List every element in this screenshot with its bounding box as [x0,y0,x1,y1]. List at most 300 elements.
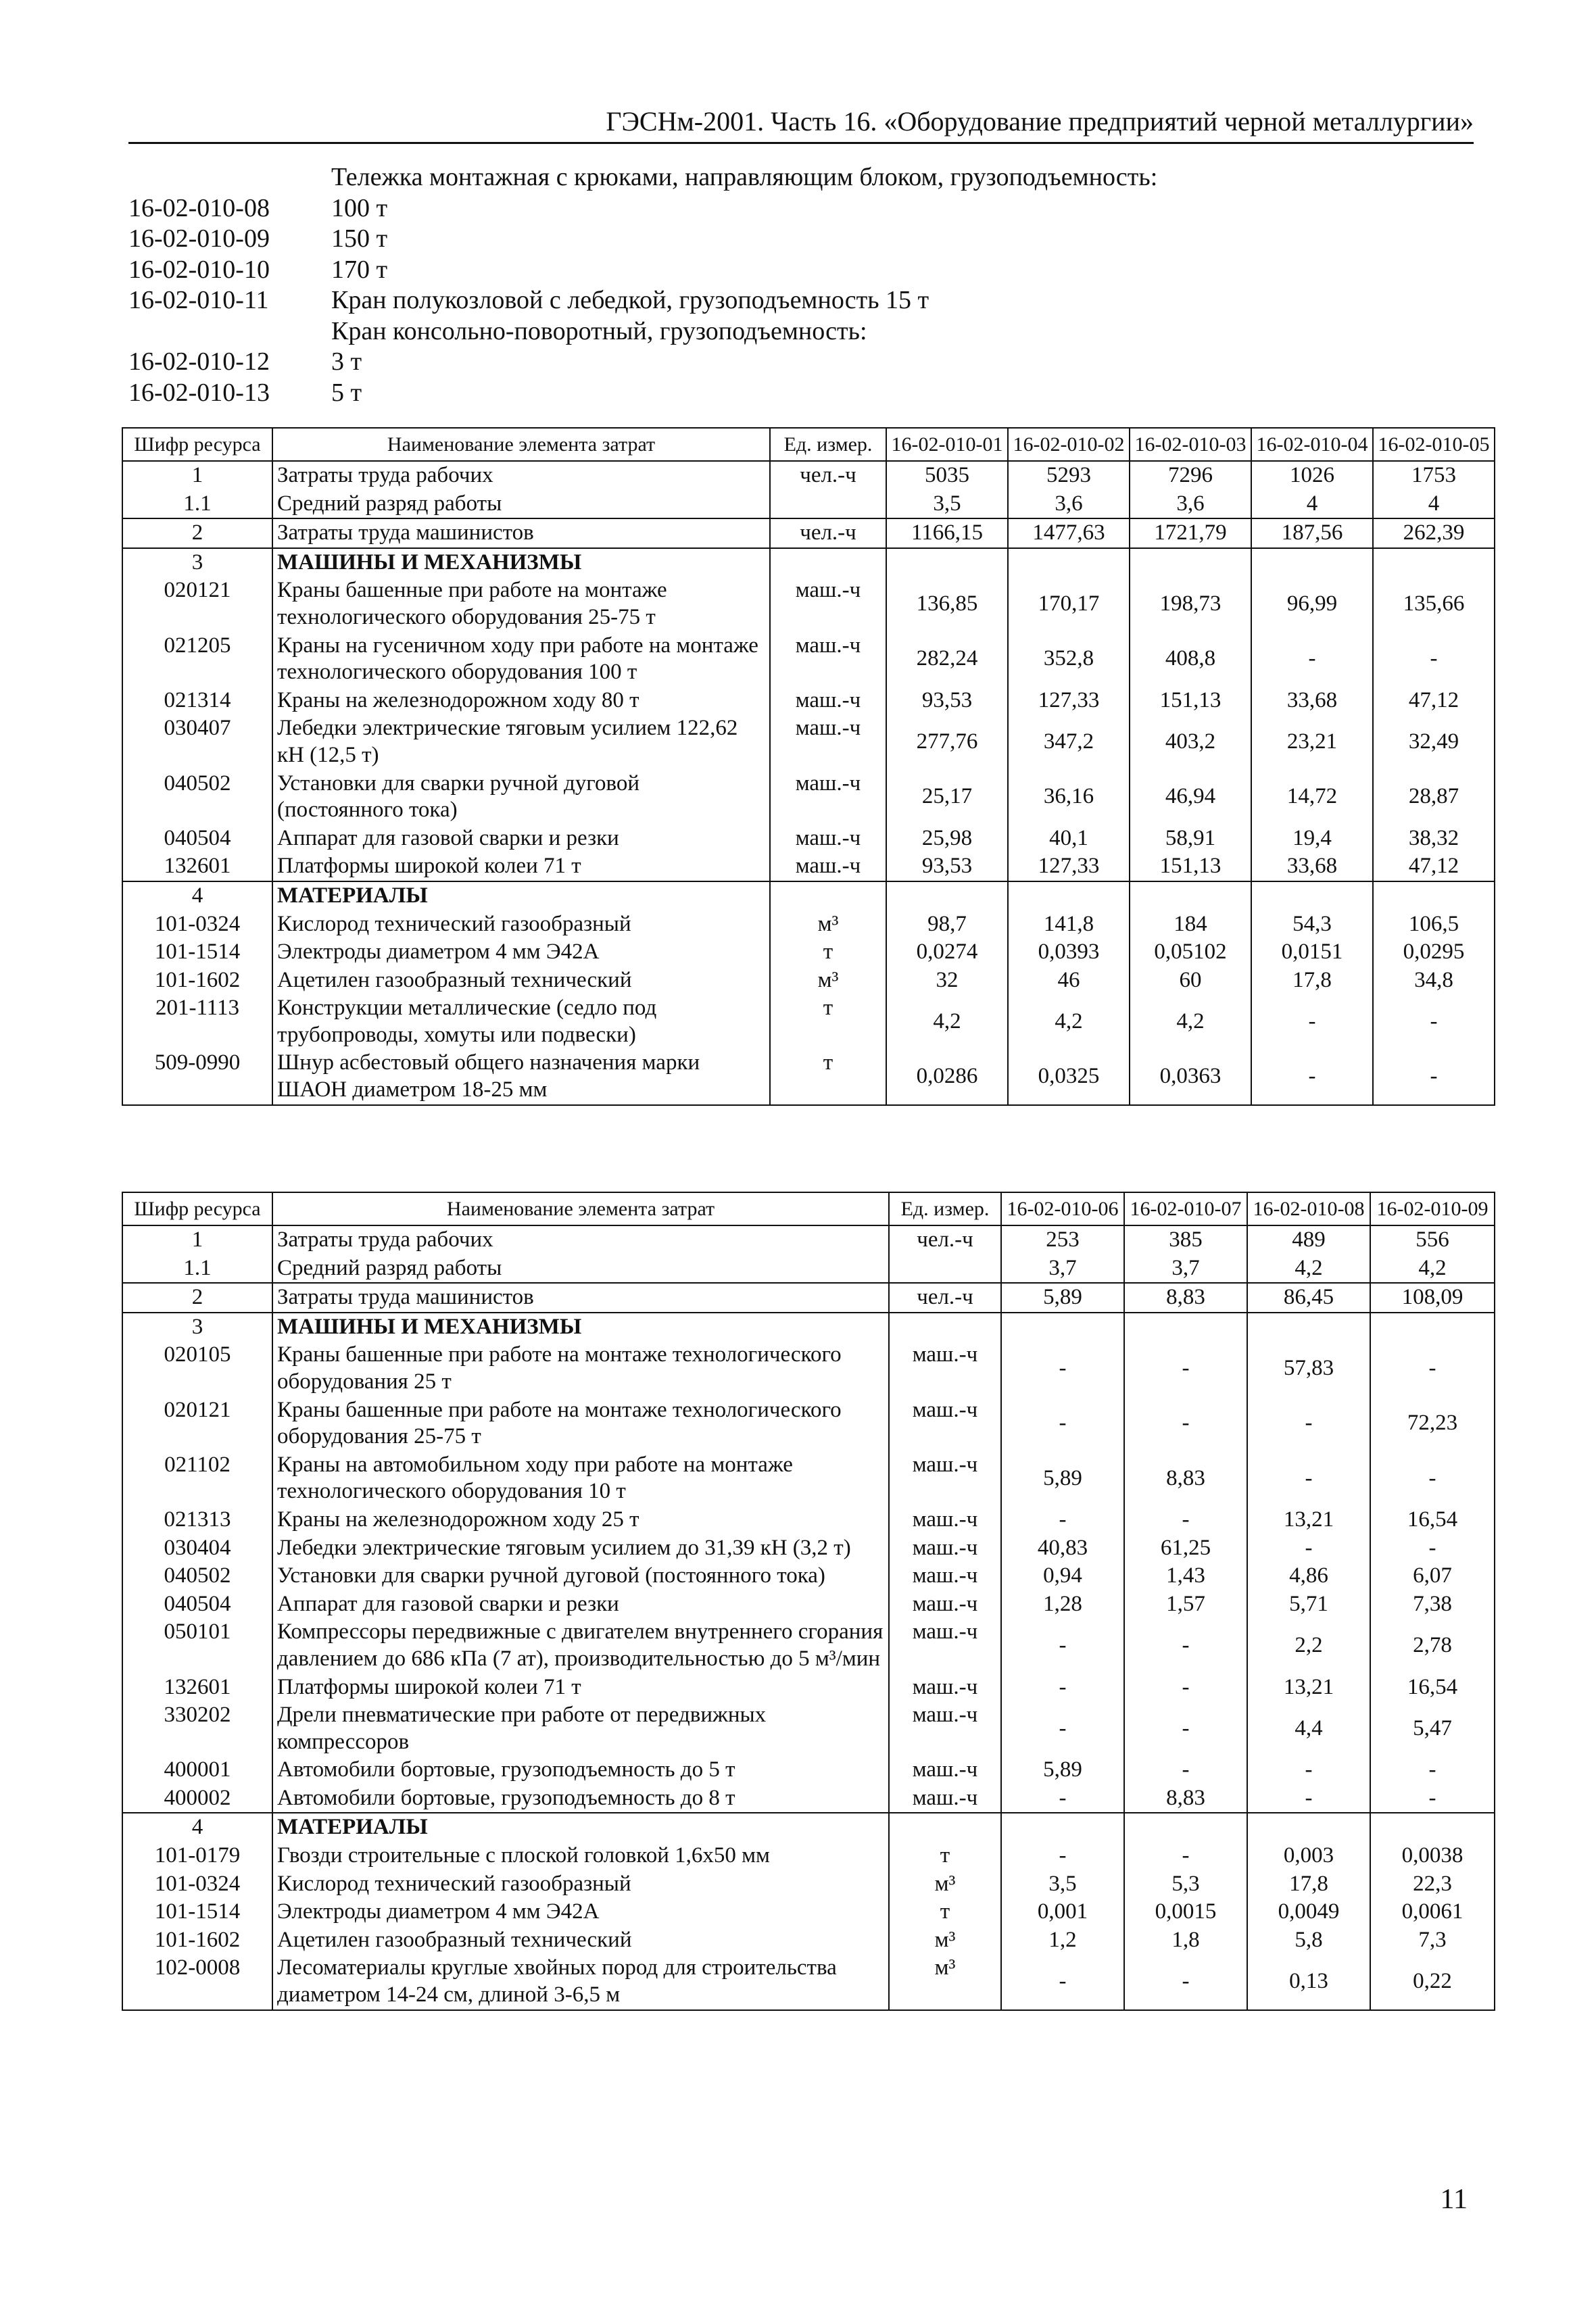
norm-value: 0,0015 [1124,1898,1247,1926]
resource-code: 4 [122,1813,272,1842]
resource-code: 1 [122,461,272,490]
norm-value: 34,8 [1373,967,1495,995]
norm-value: - [1373,632,1495,687]
norm-value: 347,2 [1008,714,1130,769]
norm-value: 1,57 [1124,1590,1247,1619]
norm-value: - [1373,1049,1495,1104]
intro-line [128,378,1413,409]
table-row [122,490,1495,519]
norm-value: 3,5 [1001,1870,1124,1899]
column-header: 16-02-010-03 [1130,428,1251,461]
norm-value: 282,24 [886,632,1008,687]
column-header: Наименование элемента затрат [272,428,770,461]
norm-value: 0,0363 [1130,1049,1251,1104]
norm-value: 2,78 [1370,1618,1495,1673]
norm-value: 1,8 [1124,1926,1247,1955]
column-header: 16-02-010-08 [1247,1192,1370,1225]
intro-text: Кран консольно-поворотный, грузоподъемность: [331,316,867,345]
unit-of-measure: м³ [889,1954,1001,2009]
norm-value: - [1124,1506,1247,1534]
cost-element-name: Затраты труда рабочих [272,1225,889,1254]
section-title: МАТЕРИАЛЫ [272,1813,889,1842]
norm-value: 5,89 [1001,1756,1124,1784]
table-row [122,1926,1495,1955]
norm-value: 187,56 [1251,518,1373,548]
norm-value: 151,13 [1130,687,1251,715]
norm-value: 0,0274 [886,938,1008,967]
norm-value: - [1124,1701,1247,1756]
norm-value: 40,1 [1008,825,1130,853]
norm-value: 8,83 [1124,1283,1247,1313]
cost-element-name: Затраты труда машинистов [272,1283,889,1313]
norm-value: - [1124,1396,1247,1451]
resource-code: 1.1 [122,490,272,519]
table-row [122,461,1495,490]
norm-value: 5,71 [1247,1590,1370,1619]
page-header [128,101,1474,144]
table-row [122,1842,1495,1870]
cost-element-name: Ацетилен газообразный технический [272,1926,889,1955]
norm-value: 7296 [1130,461,1251,490]
norm-value: 58,91 [1130,825,1251,853]
norm-value: 96,99 [1251,577,1373,631]
norm-value: - [1370,1756,1495,1784]
intro-code: 16-02-010-13 [128,378,270,407]
norm-value: 13,21 [1247,1674,1370,1702]
intro-code: 16-02-010-08 [128,193,270,222]
norm-value: 17,8 [1247,1870,1370,1899]
norm-value: 106,5 [1373,910,1495,939]
norm-value [1251,881,1373,910]
intro-line [128,316,1413,347]
norm-value: 0,0286 [886,1049,1008,1104]
norm-value: 3,7 [1001,1254,1124,1284]
cost-element-name: Краны башенные при работе на монтаже технологического оборудования 25 т [272,1341,889,1396]
unit-of-measure: маш.-ч [889,1534,1001,1563]
norm-value: 1166,15 [886,518,1008,548]
cost-element-name: Автомобили бортовые, грузоподъемность до 8 т [272,1784,889,1813]
norm-value: 3,6 [1008,490,1130,519]
cost-element-name: Шнур асбестовый общего назначения марки ШАОН диаметром 18-25 мм [272,1049,770,1104]
norm-value [1373,881,1495,910]
cost-element-name: Средний разряд работы [272,1254,889,1284]
norm-value: 14,72 [1251,770,1373,825]
resource-code: 040504 [122,1590,272,1619]
cost-element-name: Электроды диаметром 4 мм Э42А [272,1898,889,1926]
unit-of-measure: маш.-ч [889,1784,1001,1813]
norm-value: 1,43 [1124,1562,1247,1590]
norm-value: 93,53 [886,687,1008,715]
norm-value: 385 [1124,1225,1247,1254]
cost-element-name: Краны башенные при работе на монтаже технологического оборудования 25-75 т [272,1396,889,1451]
unit-of-measure: т [770,994,886,1049]
cost-element-name: Затраты труда рабочих [272,461,770,490]
norm-value: 17,8 [1251,967,1373,995]
norm-value: 127,33 [1008,687,1130,715]
norm-value: 4,2 [1008,994,1130,1049]
norm-value: - [1001,1701,1124,1756]
column-header: Шифр ресурса [122,1192,272,1225]
resource-table-1 [122,427,1495,1106]
unit-of-measure: м³ [889,1870,1001,1899]
norm-value: 57,83 [1247,1341,1370,1396]
norm-value: 4 [1373,490,1495,519]
unit-of-measure [770,881,886,910]
resource-code: 101-0324 [122,910,272,939]
norm-value: 38,32 [1373,825,1495,853]
resource-code: 101-1514 [122,1898,272,1926]
norm-value: 28,87 [1373,770,1495,825]
intro-text: 100 т [331,193,388,222]
resource-code: 030404 [122,1534,272,1563]
norm-value [886,881,1008,910]
norm-value [1373,548,1495,577]
norm-value: 0,22 [1370,1954,1495,2009]
unit-of-measure [770,490,886,519]
norm-value: 7,38 [1370,1590,1495,1619]
intro-line [128,162,1413,193]
norm-value: 1721,79 [1130,518,1251,548]
page-number: 11 [1440,2184,1468,2215]
table-row [122,1954,1495,2009]
cost-element-name: Лебедки электрические тяговым усилием 122,62 кН (12,5 т) [272,714,770,769]
norm-value: 198,73 [1130,577,1251,631]
norm-value: 5293 [1008,461,1130,490]
norm-value: 25,98 [886,825,1008,853]
table-row [122,1756,1495,1784]
resource-code: 040504 [122,825,272,853]
norm-value: 93,53 [886,852,1008,881]
norm-value: 60 [1130,967,1251,995]
norm-value: - [1251,632,1373,687]
norm-value: - [1001,1341,1124,1396]
norm-value: 3,6 [1130,490,1251,519]
column-header: 16-02-010-04 [1251,428,1373,461]
unit-of-measure: маш.-ч [889,1506,1001,1534]
norm-value: 33,68 [1251,687,1373,715]
norm-value: 5,3 [1124,1870,1247,1899]
intro-code: 16-02-010-11 [128,286,269,314]
norm-value: 184 [1130,910,1251,939]
intro-text: Тележка монтажная с крюками, направляющим блоком, грузоподъемность: [331,163,1158,191]
norm-value: 32,49 [1373,714,1495,769]
resource-code: 050101 [122,1618,272,1673]
unit-of-measure: маш.-ч [889,1618,1001,1673]
resource-code: 400002 [122,1784,272,1813]
table-body [122,428,1495,1105]
norm-value: - [1001,1618,1124,1673]
norm-value: 98,7 [886,910,1008,939]
intro-line [128,347,1413,378]
table-row [122,1283,1495,1313]
norm-value: - [1001,1954,1124,2009]
norm-value: 4,2 [1247,1254,1370,1284]
resource-code: 1.1 [122,1254,272,1284]
resource-code: 040502 [122,770,272,825]
cost-element-name: Краны на железнодорожном ходу 25 т [272,1506,889,1534]
unit-of-measure [889,1813,1001,1842]
cost-element-name: Автомобили бортовые, грузоподъемность до 5 т [272,1756,889,1784]
norm-value: 16,54 [1370,1506,1495,1534]
norm-value [1001,1313,1124,1342]
norm-value: - [1247,1784,1370,1813]
resource-code: 020121 [122,577,272,631]
norm-value: 32 [886,967,1008,995]
table-row [122,1870,1495,1899]
intro-text: Кран полукозловой с лебедкой, грузоподъемность 15 т [331,286,929,314]
table-row [122,518,1495,548]
resource-code: 021102 [122,1451,272,1506]
norm-value: 47,12 [1373,687,1495,715]
norm-value: 23,21 [1251,714,1373,769]
intro-line [128,285,1413,316]
norm-value: 0,0325 [1008,1049,1130,1104]
cost-element-name: Средний разряд работы [272,490,770,519]
norm-value: 127,33 [1008,852,1130,881]
norm-value: 170,17 [1008,577,1130,631]
norm-value: 0,0393 [1008,938,1130,967]
intro-list [128,162,1413,408]
norm-value: 40,83 [1001,1534,1124,1563]
norm-value: - [1247,1451,1370,1506]
norm-value: 6,07 [1370,1562,1495,1590]
intro-text: 150 т [331,224,388,253]
norm-value: 54,3 [1251,910,1373,939]
cost-element-name: Ацетилен газообразный технический [272,967,770,995]
column-header: 16-02-010-09 [1370,1192,1495,1225]
unit-of-measure: т [770,1049,886,1104]
table-row [122,1225,1495,1254]
unit-of-measure: маш.-ч [889,1756,1001,1784]
column-header: Наименование элемента затрат [272,1192,889,1225]
unit-of-measure: м³ [770,967,886,995]
resource-code: 132601 [122,852,272,881]
resource-code: 101-1514 [122,938,272,967]
resource-code: 021313 [122,1506,272,1534]
intro-line [128,224,1413,255]
norm-value: 0,0038 [1370,1842,1495,1870]
norm-value: - [1124,1954,1247,2009]
resource-code: 020105 [122,1341,272,1396]
table-row [122,1254,1495,1284]
norm-value [1370,1313,1495,1342]
norm-value: 1,2 [1001,1926,1124,1955]
table-row [122,548,1495,577]
norm-value: 489 [1247,1225,1370,1254]
intro-line [128,255,1413,286]
table-row [122,994,1495,1049]
cost-element-name: Лебедки электрические тяговым усилием до 31,39 кН (3,2 т) [272,1534,889,1563]
table-row [122,1590,1495,1619]
norm-value: 0,0295 [1373,938,1495,967]
table-row [122,1534,1495,1563]
norm-value: - [1001,1674,1124,1702]
norm-value: - [1247,1534,1370,1563]
norm-value: 13,21 [1247,1506,1370,1534]
cost-element-name: Платформы широкой колеи 71 т [272,1674,889,1702]
unit-of-measure: чел.-ч [770,518,886,548]
column-header: 16-02-010-05 [1373,428,1495,461]
norm-value [886,548,1008,577]
table-row [122,825,1495,853]
table-header-row [122,428,1495,461]
resource-code: 2 [122,518,272,548]
intro-text: 3 т [331,347,362,376]
cost-element-name: Краны на гусеничном ходу при работе на монтаже технологического оборудования 100 т [272,632,770,687]
table-row [122,632,1495,687]
unit-of-measure: маш.-ч [770,687,886,715]
cost-element-name: Конструкции металлические (седло под трубопроводы, хомуты или подвески) [272,994,770,1049]
norm-value: 253 [1001,1225,1124,1254]
cost-element-name: Лесоматериалы круглые хвойных пород для строительства диаметром 14-24 см, длиной 3-6,5 м [272,1954,889,2009]
norm-value: 22,3 [1370,1870,1495,1899]
table-row [122,967,1495,995]
norm-value: 0,05102 [1130,938,1251,967]
table-row [122,1313,1495,1342]
norm-value: - [1247,1396,1370,1451]
norm-value [1124,1813,1247,1842]
resource-code: 330202 [122,1701,272,1756]
table-row [122,938,1495,967]
table-row [122,714,1495,769]
norm-value: 108,09 [1370,1283,1495,1313]
unit-of-measure: маш.-ч [889,1451,1001,1506]
cost-element-name: Установки для сварки ручной дуговой (постоянного тока) [272,1562,889,1590]
norm-value: 8,83 [1124,1784,1247,1813]
resource-code: 101-1602 [122,967,272,995]
norm-value: - [1251,1049,1373,1104]
unit-of-measure [889,1313,1001,1342]
table-row [122,1451,1495,1506]
cost-element-name: Кислород технический газообразный [272,910,770,939]
resource-code: 021205 [122,632,272,687]
norm-value: - [1001,1506,1124,1534]
resource-code: 101-0179 [122,1842,272,1870]
norm-value: 19,4 [1251,825,1373,853]
norm-value: 47,12 [1373,852,1495,881]
norm-value: 408,8 [1130,632,1251,687]
intro-text: 170 т [331,255,388,284]
norm-value: 1477,63 [1008,518,1130,548]
column-header: Шифр ресурса [122,428,272,461]
table-row [122,577,1495,631]
norm-value: 25,17 [886,770,1008,825]
norm-value: 4,2 [886,994,1008,1049]
resource-code: 509-0990 [122,1049,272,1104]
section-title: МАШИНЫ И МЕХАНИЗМЫ [272,548,770,577]
cost-element-name: Краны на железнодорожном ходу 80 т [272,687,770,715]
unit-of-measure: маш.-ч [770,632,886,687]
column-header: Ед. измер. [889,1192,1001,1225]
unit-of-measure: маш.-ч [889,1701,1001,1756]
unit-of-measure: маш.-ч [770,852,886,881]
norm-value: 141,8 [1008,910,1130,939]
norm-value: 0,003 [1247,1842,1370,1870]
norm-value: 0,94 [1001,1562,1124,1590]
norm-value: 1026 [1251,461,1373,490]
cost-element-name: Компрессоры передвижные с двигателем внутреннего сгорания давлением до 686 кПа (7 ат), производительностью до 5 м³/мин [272,1618,889,1673]
unit-of-measure: маш.-ч [889,1396,1001,1451]
cost-element-name: Аппарат для газовой сварки и резки [272,1590,889,1619]
norm-value: 4,2 [1370,1254,1495,1284]
unit-of-measure [770,548,886,577]
norm-value: 86,45 [1247,1283,1370,1313]
table-row [122,770,1495,825]
table-row [122,1396,1495,1451]
norm-value: 3,5 [886,490,1008,519]
norm-value: 352,8 [1008,632,1130,687]
norm-value: 151,13 [1130,852,1251,881]
unit-of-measure: т [889,1842,1001,1870]
norm-value: 72,23 [1370,1396,1495,1451]
norm-value: 4,4 [1247,1701,1370,1756]
column-header: 16-02-010-06 [1001,1192,1124,1225]
norm-value: 135,66 [1373,577,1495,631]
norm-value: - [1001,1396,1124,1451]
cost-element-name: Электроды диаметром 4 мм Э42А [272,938,770,967]
resource-code: 1 [122,1225,272,1254]
norm-value: - [1370,1451,1495,1506]
norm-value: - [1370,1341,1495,1396]
norm-value: 16,54 [1370,1674,1495,1702]
column-header: 16-02-010-07 [1124,1192,1247,1225]
norm-value: 136,85 [886,577,1008,631]
section-title: МАШИНЫ И МЕХАНИЗМЫ [272,1313,889,1342]
unit-of-measure: м³ [889,1926,1001,1955]
table-header-row [122,1192,1495,1225]
unit-of-measure [889,1254,1001,1284]
section-title: МАТЕРИАЛЫ [272,881,770,910]
norm-value: 4,2 [1130,994,1251,1049]
cost-element-name: Краны башенные при работе на монтаже технологического оборудования 25-75 т [272,577,770,631]
unit-of-measure: маш.-ч [889,1341,1001,1396]
table-row [122,910,1495,939]
resource-code: 400001 [122,1756,272,1784]
norm-value: 4 [1251,490,1373,519]
norm-value: 46 [1008,967,1130,995]
norm-value: 2,2 [1247,1618,1370,1673]
norm-value: - [1370,1534,1495,1563]
unit-of-measure: т [889,1898,1001,1926]
norm-value: 403,2 [1130,714,1251,769]
norm-value [1008,881,1130,910]
norm-value: 0,0061 [1370,1898,1495,1926]
norm-value: 5035 [886,461,1008,490]
table-row [122,1813,1495,1842]
cost-element-name: Дрели пневматические при работе от передвижных компрессоров [272,1701,889,1756]
cost-element-name: Кислород технический газообразный [272,1870,889,1899]
norm-value: - [1370,1784,1495,1813]
cost-element-name: Гвозди строительные с плоской головкой 1,6x50 мм [272,1842,889,1870]
unit-of-measure: чел.-ч [770,461,886,490]
norm-value: 0,13 [1247,1954,1370,2009]
intro-code: 16-02-010-10 [128,255,270,284]
norm-value [1130,881,1251,910]
table-row [122,1506,1495,1534]
norm-value: 1753 [1373,461,1495,490]
norm-value: 4,86 [1247,1562,1370,1590]
resource-code: 201-1113 [122,994,272,1049]
norm-value: - [1124,1674,1247,1702]
column-header: Ед. измер. [770,428,886,461]
resource-code: 102-0008 [122,1954,272,2009]
resource-code: 020121 [122,1396,272,1451]
norm-value: - [1373,994,1495,1049]
norm-value: 61,25 [1124,1534,1247,1563]
table-row [122,1562,1495,1590]
column-header: 16-02-010-01 [886,428,1008,461]
norm-value: - [1124,1618,1247,1673]
